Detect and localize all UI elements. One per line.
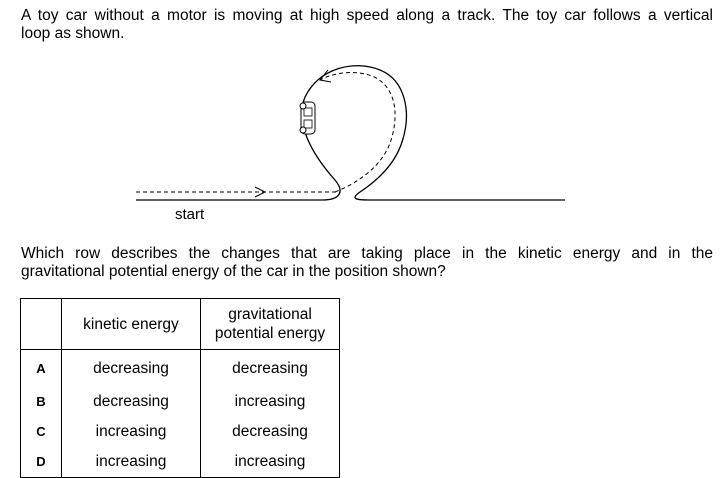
question-text (21, 245, 713, 281)
kinetic-cell: increasing (62, 447, 201, 478)
intro-line-2: loop as shown. (21, 25, 125, 42)
kinetic-cell: decreasing (62, 350, 201, 388)
table-row[interactable] (21, 387, 340, 417)
table-row[interactable] (21, 417, 340, 447)
question-line-2: gravitational potential energy of the car in the position shown? (21, 263, 446, 280)
gpe-cell: increasing (201, 387, 340, 417)
option-label: C (21, 417, 62, 447)
gpe-header (201, 299, 340, 350)
gpe-header-line-2: potential energy (214, 325, 326, 342)
intro-line-1: A toy car without a motor is moving at high speed along a track. The toy car follows a vertical (21, 7, 713, 24)
answer-table (20, 298, 340, 478)
option-label: D (21, 447, 62, 478)
question-line-1: Which row describes the changes that are taking place in the kinetic energy and in the (21, 245, 713, 262)
dashed-loop-path (320, 73, 395, 192)
option-label: B (21, 387, 62, 417)
table-row[interactable] (21, 350, 340, 388)
option-label: A (21, 350, 62, 388)
gpe-cell: decreasing (201, 350, 340, 388)
question-intro (21, 7, 713, 43)
table-header-row (21, 299, 340, 350)
kinetic-cell: increasing (62, 417, 201, 447)
kinetic-cell: decreasing (62, 387, 201, 417)
track-loop (136, 66, 565, 200)
option-header-cell (21, 299, 62, 350)
gpe-cell: increasing (201, 447, 340, 478)
gpe-cell: decreasing (201, 417, 340, 447)
kinetic-energy-header: kinetic energy (62, 299, 201, 350)
gpe-header-line-1: gravitational (228, 306, 312, 323)
toy-car-icon (300, 102, 315, 134)
loop-track-diagram (0, 52, 728, 222)
table-row[interactable] (21, 447, 340, 478)
start-label: start (175, 206, 205, 223)
